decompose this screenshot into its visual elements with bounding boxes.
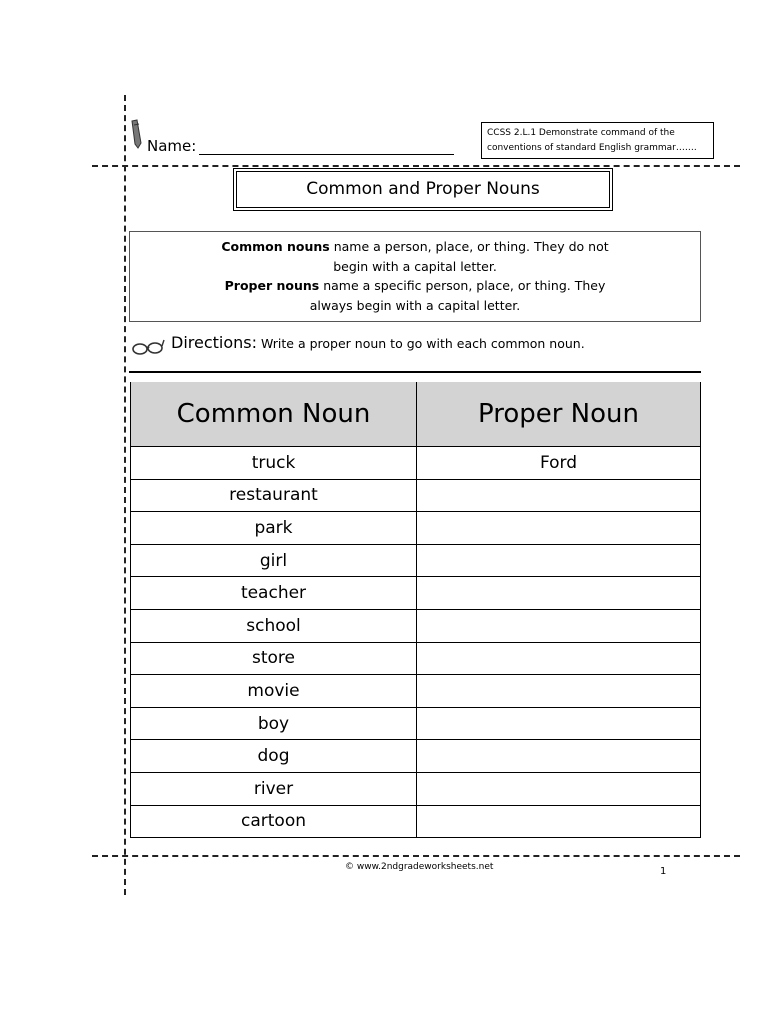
proper-noun-cell[interactable]: [417, 479, 701, 512]
table-row: [131, 707, 701, 740]
footer-site: © www.2ndgradeworksheets.net: [345, 862, 494, 872]
common-noun-cell: park: [131, 512, 417, 545]
common-noun-cell: school: [131, 609, 417, 642]
proper-noun-cell[interactable]: [417, 740, 701, 773]
common-noun-cell: restaurant: [131, 479, 417, 512]
directions-divider: [129, 371, 701, 373]
table-row: [131, 675, 701, 708]
standard-box: [481, 122, 714, 159]
proper-noun-cell[interactable]: [417, 512, 701, 545]
proper-noun-header: Proper Noun: [417, 382, 701, 447]
page-number: 1: [660, 866, 667, 877]
table-header-row: [131, 382, 701, 447]
pencil-icon: [128, 119, 144, 149]
common-noun-cell: truck: [131, 447, 417, 480]
common-noun-cell: girl: [131, 544, 417, 577]
proper-noun-cell[interactable]: [417, 675, 701, 708]
definition-line-1: Common nouns name a person, place, or thing. They do not: [221, 239, 609, 254]
definition-line-2: begin with a capital letter.: [333, 258, 497, 274]
proper-noun-cell[interactable]: Ford: [417, 447, 701, 480]
table-row: [131, 447, 701, 480]
definitions-box: [129, 231, 701, 322]
proper-noun-cell[interactable]: [417, 772, 701, 805]
table-row: [131, 642, 701, 675]
directions-text: Write a proper noun to go with each common noun.: [261, 336, 585, 351]
bottom-cut-line: [92, 855, 740, 857]
top-cut-line: [92, 165, 740, 167]
table-row: [131, 805, 701, 838]
directions: [171, 333, 585, 352]
table-row: [131, 609, 701, 642]
glasses-icon: [131, 337, 165, 357]
left-cut-line: [124, 95, 126, 895]
table-row: [131, 740, 701, 773]
common-noun-cell: dog: [131, 740, 417, 773]
name-field-line[interactable]: [199, 154, 454, 155]
directions-label: Directions:: [171, 333, 258, 352]
common-nouns-term: Common nouns: [221, 239, 330, 254]
common-noun-header: Common Noun: [131, 382, 417, 447]
common-noun-cell: boy: [131, 707, 417, 740]
definition-line-4: always begin with a capital letter.: [309, 297, 521, 313]
name-label: Name:: [147, 137, 197, 155]
proper-noun-cell[interactable]: [417, 707, 701, 740]
common-noun-cell: cartoon: [131, 805, 417, 838]
proper-noun-cell[interactable]: [417, 805, 701, 838]
title-box: [233, 168, 613, 211]
table-row: [131, 544, 701, 577]
table-row: [131, 772, 701, 805]
common-noun-cell: river: [131, 772, 417, 805]
common-noun-cell: teacher: [131, 577, 417, 610]
common-noun-cell: store: [131, 642, 417, 675]
table-row: [131, 512, 701, 545]
nouns-table: [130, 382, 701, 838]
standard-text-line1: CCSS 2.L.1 Demonstrate command of the: [487, 128, 675, 138]
common-noun-cell: movie: [131, 675, 417, 708]
proper-noun-cell[interactable]: [417, 609, 701, 642]
proper-noun-cell[interactable]: [417, 544, 701, 577]
proper-noun-cell[interactable]: [417, 642, 701, 675]
standard-text-line2: conventions of standard English grammar…….: [487, 143, 697, 153]
definition-line-3: Proper nouns name a specific person, place, or thing. They: [224, 278, 606, 293]
table-row: [131, 577, 701, 610]
proper-nouns-term: Proper nouns: [224, 278, 320, 293]
proper-noun-cell[interactable]: [417, 577, 701, 610]
table-row: [131, 479, 701, 512]
page-title: Common and Proper Nouns: [236, 171, 610, 208]
